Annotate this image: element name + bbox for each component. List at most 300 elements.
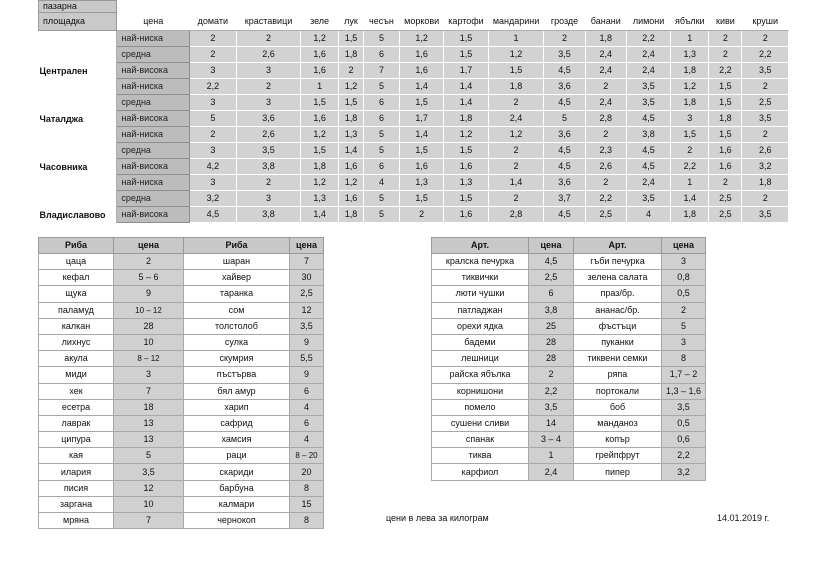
product-price: 1,3 – 1,6 xyxy=(662,383,706,399)
fish-row xyxy=(39,399,324,415)
price-value: 2,2 xyxy=(709,63,742,79)
price-value: 6 xyxy=(363,47,399,63)
product-price: 14 xyxy=(529,415,574,431)
column-header-1: домати xyxy=(189,13,236,31)
product-name: фъстъци xyxy=(574,318,662,334)
column-header-2: краставици xyxy=(237,13,301,31)
location-cell xyxy=(39,143,117,159)
price-value: 2 xyxy=(585,79,626,95)
price-value: 5 xyxy=(363,143,399,159)
fish-price: 15 xyxy=(290,496,324,512)
price-level: най-висока xyxy=(117,207,189,223)
price-value: 6 xyxy=(363,159,399,175)
price-value: 1,5 xyxy=(671,127,709,143)
fish-name: шаран xyxy=(184,254,290,270)
price-value: 1,2 xyxy=(400,31,444,47)
fish-price: 28 xyxy=(114,318,184,334)
price-value: 3,8 xyxy=(237,207,301,223)
price-value: 2 xyxy=(339,63,364,79)
price-value: 1,8 xyxy=(488,79,544,95)
price-value: 2,5 xyxy=(585,207,626,223)
price-value: 2 xyxy=(742,79,789,95)
price-value: 2 xyxy=(488,143,544,159)
product-name: манданоз xyxy=(574,415,662,431)
price-value: 3,8 xyxy=(237,159,301,175)
price-value: 1,3 xyxy=(301,191,339,207)
price-value: 1,5 xyxy=(301,143,339,159)
price-value: 2 xyxy=(488,159,544,175)
location-cell xyxy=(39,127,117,143)
price-value: 1,5 xyxy=(339,95,364,111)
fish-name: чернокоп xyxy=(184,513,290,529)
price-value: 2 xyxy=(742,191,789,207)
price-value: 1,6 xyxy=(444,159,488,175)
fish-name: раци xyxy=(184,448,290,464)
price-value: 2 xyxy=(709,31,742,47)
fish-name: миди xyxy=(39,367,114,383)
price-value: 1,5 xyxy=(339,31,364,47)
other-header-row xyxy=(432,238,706,254)
fish-row xyxy=(39,496,324,512)
price-value: 6 xyxy=(363,111,399,127)
price-value: 3,5 xyxy=(626,95,670,111)
fish-row xyxy=(39,383,324,399)
product-price: 3,2 xyxy=(662,464,706,480)
other-header-price-2: цена xyxy=(662,238,706,254)
fish-name: таранка xyxy=(184,286,290,302)
market-header-bottom: площадка xyxy=(39,13,117,31)
product-row xyxy=(432,464,706,480)
product-row xyxy=(432,351,706,367)
price-value: 1,8 xyxy=(301,159,339,175)
fish-price: 30 xyxy=(290,270,324,286)
fish-name: лаврак xyxy=(39,415,114,431)
price-value: 1,4 xyxy=(400,127,444,143)
fish-name: ципура xyxy=(39,432,114,448)
product-name: спанак xyxy=(432,432,529,448)
fish-price: 6 xyxy=(290,415,324,431)
price-value: 1,4 xyxy=(400,79,444,95)
other-header-name-1: Арт. xyxy=(432,238,529,254)
fish-row xyxy=(39,318,324,334)
market-row xyxy=(39,159,789,175)
fish-name: кая xyxy=(39,448,114,464)
product-price: 25 xyxy=(529,318,574,334)
product-row xyxy=(432,415,706,431)
price-value: 1,5 xyxy=(400,191,444,207)
fish-price: 9 xyxy=(290,334,324,350)
product-name: бадеми xyxy=(432,334,529,350)
price-value: 1,8 xyxy=(709,111,742,127)
price-value: 2,5 xyxy=(709,207,742,223)
location-cell xyxy=(39,95,117,111)
price-value: 1,8 xyxy=(339,47,364,63)
price-value: 1,5 xyxy=(400,143,444,159)
column-header-6: моркови xyxy=(400,13,444,31)
fish-name: илария xyxy=(39,464,114,480)
market-row xyxy=(39,207,789,223)
fish-row xyxy=(39,464,324,480)
price-value: 1,5 xyxy=(444,31,488,47)
price-value: 1,2 xyxy=(339,175,364,191)
fish-price: 12 xyxy=(290,302,324,318)
price-value: 1,6 xyxy=(301,63,339,79)
product-name: корнишони xyxy=(432,383,529,399)
price-value: 3 xyxy=(189,175,236,191)
price-value: 4,5 xyxy=(544,159,585,175)
product-price: 5 xyxy=(662,318,706,334)
fish-price: 3 xyxy=(114,367,184,383)
market-row xyxy=(39,63,789,79)
price-value: 1,6 xyxy=(400,63,444,79)
price-value: 5 xyxy=(363,127,399,143)
product-name: копър xyxy=(574,432,662,448)
price-value: 3,5 xyxy=(742,207,789,223)
fish-price: 9 xyxy=(114,286,184,302)
product-price: 0,8 xyxy=(662,270,706,286)
fish-name: мряна xyxy=(39,513,114,529)
product-price: 2,4 xyxy=(529,464,574,480)
price-value: 2 xyxy=(671,143,709,159)
fish-price: 5,5 xyxy=(290,351,324,367)
price-value: 1,5 xyxy=(444,47,488,63)
product-row xyxy=(432,318,706,334)
product-row xyxy=(432,254,706,270)
product-name: помело xyxy=(432,399,529,415)
market-row xyxy=(39,127,789,143)
price-value: 1,3 xyxy=(339,127,364,143)
price-value: 5 xyxy=(363,31,399,47)
location-cell xyxy=(39,31,117,47)
other-header-price-1: цена xyxy=(529,238,574,254)
fish-header-name-1: Риба xyxy=(39,238,114,254)
price-value: 2,6 xyxy=(742,143,789,159)
price-value: 3,7 xyxy=(544,191,585,207)
price-value: 1 xyxy=(671,31,709,47)
price-value: 1,6 xyxy=(301,47,339,63)
product-name: тиквени семки xyxy=(574,351,662,367)
price-value: 1,2 xyxy=(301,127,339,143)
price-value: 1,4 xyxy=(488,175,544,191)
column-header-8: мандарини xyxy=(488,13,544,31)
location-cell xyxy=(39,191,117,207)
price-value: 2,4 xyxy=(626,175,670,191)
price-value: 1,3 xyxy=(444,175,488,191)
price-value: 2,2 xyxy=(671,159,709,175)
product-price: 2,2 xyxy=(529,383,574,399)
location-cell xyxy=(39,47,117,63)
price-value: 2,4 xyxy=(626,63,670,79)
market-price-table xyxy=(38,0,789,223)
product-price: 2 xyxy=(529,367,574,383)
price-value: 1,8 xyxy=(339,111,364,127)
fish-price: 8 xyxy=(290,513,324,529)
price-value: 3 xyxy=(237,191,301,207)
price-value: 1,8 xyxy=(742,175,789,191)
product-row xyxy=(432,302,706,318)
market-row xyxy=(39,31,789,47)
product-price: 0,5 xyxy=(662,286,706,302)
product-name: пуканки xyxy=(574,334,662,350)
fish-row xyxy=(39,270,324,286)
product-name: грейпфрут xyxy=(574,448,662,464)
price-value: 2 xyxy=(237,79,301,95)
price-value: 1 xyxy=(671,175,709,191)
price-value: 2 xyxy=(189,31,236,47)
fish-name: калмари xyxy=(184,496,290,512)
fish-price: 5 – 6 xyxy=(114,270,184,286)
fish-price: 7 xyxy=(114,513,184,529)
price-value: 2,4 xyxy=(585,95,626,111)
price-value: 2,3 xyxy=(585,143,626,159)
fish-name: харип xyxy=(184,399,290,415)
product-price: 2 xyxy=(662,302,706,318)
product-price: 3,8 xyxy=(529,302,574,318)
fish-price: 4 xyxy=(290,399,324,415)
product-row xyxy=(432,399,706,415)
fish-price: 5 xyxy=(114,448,184,464)
price-value: 1,2 xyxy=(301,175,339,191)
product-price: 28 xyxy=(529,334,574,350)
product-price: 3 – 4 xyxy=(529,432,574,448)
price-value: 5 xyxy=(363,79,399,95)
price-value: 1,6 xyxy=(339,159,364,175)
column-header-13: киви xyxy=(709,13,742,31)
fish-name: щука xyxy=(39,286,114,302)
price-value: 4,5 xyxy=(626,159,670,175)
price-value: 1,8 xyxy=(671,63,709,79)
product-name: ряпа xyxy=(574,367,662,383)
fish-row xyxy=(39,286,324,302)
product-row xyxy=(432,432,706,448)
price-value: 5 xyxy=(363,207,399,223)
price-value: 4,5 xyxy=(189,207,236,223)
market-row xyxy=(39,175,789,191)
product-price: 3,5 xyxy=(662,399,706,415)
price-value: 4 xyxy=(363,175,399,191)
fish-name: хамсия xyxy=(184,432,290,448)
price-value: 2 xyxy=(400,207,444,223)
fish-name: хайвер xyxy=(184,270,290,286)
price-value: 4,5 xyxy=(626,143,670,159)
location-name: Централен xyxy=(39,63,117,79)
fish-name: пъстърва xyxy=(184,367,290,383)
price-value: 2,4 xyxy=(626,47,670,63)
price-value: 3,5 xyxy=(626,191,670,207)
fish-header-row xyxy=(39,238,324,254)
price-level: най-висока xyxy=(117,159,189,175)
market-row xyxy=(39,47,789,63)
product-name: тиква xyxy=(432,448,529,464)
product-name: патладжан xyxy=(432,302,529,318)
price-value: 1,4 xyxy=(339,143,364,159)
fish-row xyxy=(39,254,324,270)
price-value: 3,6 xyxy=(544,175,585,191)
price-value: 3,6 xyxy=(544,127,585,143)
product-name: райска ябълка xyxy=(432,367,529,383)
fish-header-name-2: Риба xyxy=(184,238,290,254)
fish-price: 3,5 xyxy=(114,464,184,480)
price-column-header: цена xyxy=(117,13,189,31)
price-value: 1,4 xyxy=(301,207,339,223)
price-value: 6 xyxy=(363,95,399,111)
product-name: карфиол xyxy=(432,464,529,480)
fish-price: 8 – 20 xyxy=(290,448,324,464)
fish-price: 13 xyxy=(114,415,184,431)
fish-name: скумрия xyxy=(184,351,290,367)
other-header-name-2: Арт. xyxy=(574,238,662,254)
price-value: 2 xyxy=(709,175,742,191)
price-value: 2 xyxy=(237,175,301,191)
location-name: Чаталджа xyxy=(39,111,117,127)
price-level: средна xyxy=(117,191,189,207)
price-value: 3,5 xyxy=(742,63,789,79)
product-row xyxy=(432,270,706,286)
price-value: 1,6 xyxy=(301,111,339,127)
price-value: 3,5 xyxy=(544,47,585,63)
price-value: 1,8 xyxy=(339,207,364,223)
column-header-12: ябълки xyxy=(671,13,709,31)
price-value: 3,5 xyxy=(742,111,789,127)
product-row xyxy=(432,286,706,302)
price-level: най-висока xyxy=(117,63,189,79)
price-value: 3 xyxy=(189,143,236,159)
price-level: средна xyxy=(117,47,189,63)
product-name: лешници xyxy=(432,351,529,367)
product-price: 0,6 xyxy=(662,432,706,448)
product-name: тиквички xyxy=(432,270,529,286)
price-value: 5 xyxy=(189,111,236,127)
fish-name: паламуд xyxy=(39,302,114,318)
price-value: 1 xyxy=(301,79,339,95)
fish-name: сафрид xyxy=(184,415,290,431)
price-value: 1,4 xyxy=(671,191,709,207)
price-level: най-ниска xyxy=(117,175,189,191)
product-name: боб xyxy=(574,399,662,415)
price-value: 1,2 xyxy=(301,31,339,47)
column-header-7: картофи xyxy=(444,13,488,31)
fish-price: 10 xyxy=(114,496,184,512)
fish-price: 12 xyxy=(114,480,184,496)
price-value: 1,3 xyxy=(400,175,444,191)
price-value: 2,4 xyxy=(488,111,544,127)
price-value: 1,8 xyxy=(585,31,626,47)
product-price: 28 xyxy=(529,351,574,367)
price-value: 2,4 xyxy=(585,47,626,63)
fish-price: 2,5 xyxy=(290,286,324,302)
fish-price: 6 xyxy=(290,383,324,399)
price-value: 2,5 xyxy=(709,191,742,207)
fish-name: скариди xyxy=(184,464,290,480)
price-level: средна xyxy=(117,143,189,159)
column-header-3: зеле xyxy=(301,13,339,31)
fish-name: сом xyxy=(184,302,290,318)
price-level: най-ниска xyxy=(117,79,189,95)
price-value: 2,2 xyxy=(742,47,789,63)
fish-row xyxy=(39,351,324,367)
market-row xyxy=(39,79,789,95)
price-value: 5 xyxy=(544,111,585,127)
price-value: 4,5 xyxy=(544,207,585,223)
column-header-9: грозде xyxy=(544,13,585,31)
column-header-5: чесън xyxy=(363,13,399,31)
fish-name: сулка xyxy=(184,334,290,350)
fish-price: 3,5 xyxy=(290,318,324,334)
fish-row xyxy=(39,513,324,529)
fish-name: бял амур xyxy=(184,383,290,399)
price-value: 3,8 xyxy=(626,127,670,143)
price-value: 1,2 xyxy=(671,79,709,95)
price-value: 1,2 xyxy=(488,47,544,63)
price-value: 1,2 xyxy=(444,127,488,143)
market-header-top: пазарна xyxy=(39,1,117,13)
product-name: гъби печурка xyxy=(574,254,662,270)
fish-price: 8 xyxy=(290,480,324,496)
price-value: 1 xyxy=(488,31,544,47)
price-value: 1,7 xyxy=(400,111,444,127)
fish-row xyxy=(39,367,324,383)
price-value: 3,2 xyxy=(189,191,236,207)
market-header-row-top xyxy=(39,1,789,13)
fish-name: толстолоб xyxy=(184,318,290,334)
price-value: 1,8 xyxy=(671,95,709,111)
fish-price: 7 xyxy=(290,254,324,270)
product-name: сушени сливи xyxy=(432,415,529,431)
price-value: 3,5 xyxy=(237,143,301,159)
fish-price: 7 xyxy=(114,383,184,399)
price-value: 3,6 xyxy=(237,111,301,127)
market-row xyxy=(39,111,789,127)
price-value: 3 xyxy=(237,95,301,111)
product-row xyxy=(432,383,706,399)
fish-price-table xyxy=(38,237,324,529)
price-value: 3 xyxy=(237,63,301,79)
fish-price: 9 xyxy=(290,367,324,383)
product-name: портокали xyxy=(574,383,662,399)
price-value: 1,7 xyxy=(444,63,488,79)
price-value: 1,2 xyxy=(488,127,544,143)
price-value: 4,5 xyxy=(626,111,670,127)
product-name: зелена салата xyxy=(574,270,662,286)
market-header-row xyxy=(39,13,789,31)
price-value: 3 xyxy=(671,111,709,127)
price-value: 1,2 xyxy=(339,79,364,95)
fish-price: 2 xyxy=(114,254,184,270)
product-price: 3 xyxy=(662,254,706,270)
price-value: 4,5 xyxy=(544,143,585,159)
price-value: 1,6 xyxy=(709,143,742,159)
price-value: 1,5 xyxy=(444,191,488,207)
fish-name: калкан xyxy=(39,318,114,334)
product-price: 1,7 – 2 xyxy=(662,367,706,383)
price-value: 1,6 xyxy=(709,159,742,175)
price-value: 3 xyxy=(189,63,236,79)
price-level: най-висока xyxy=(117,111,189,127)
price-value: 2,2 xyxy=(626,31,670,47)
price-value: 2 xyxy=(189,127,236,143)
market-row xyxy=(39,143,789,159)
fish-row xyxy=(39,302,324,318)
product-name: праз/бр. xyxy=(574,286,662,302)
price-value: 1,5 xyxy=(301,95,339,111)
fish-name: хек xyxy=(39,383,114,399)
price-value: 1,4 xyxy=(444,79,488,95)
column-header-10: банани xyxy=(585,13,626,31)
price-value: 2 xyxy=(189,47,236,63)
fish-name: писия xyxy=(39,480,114,496)
price-value: 3,6 xyxy=(544,79,585,95)
product-price: 1 xyxy=(529,448,574,464)
